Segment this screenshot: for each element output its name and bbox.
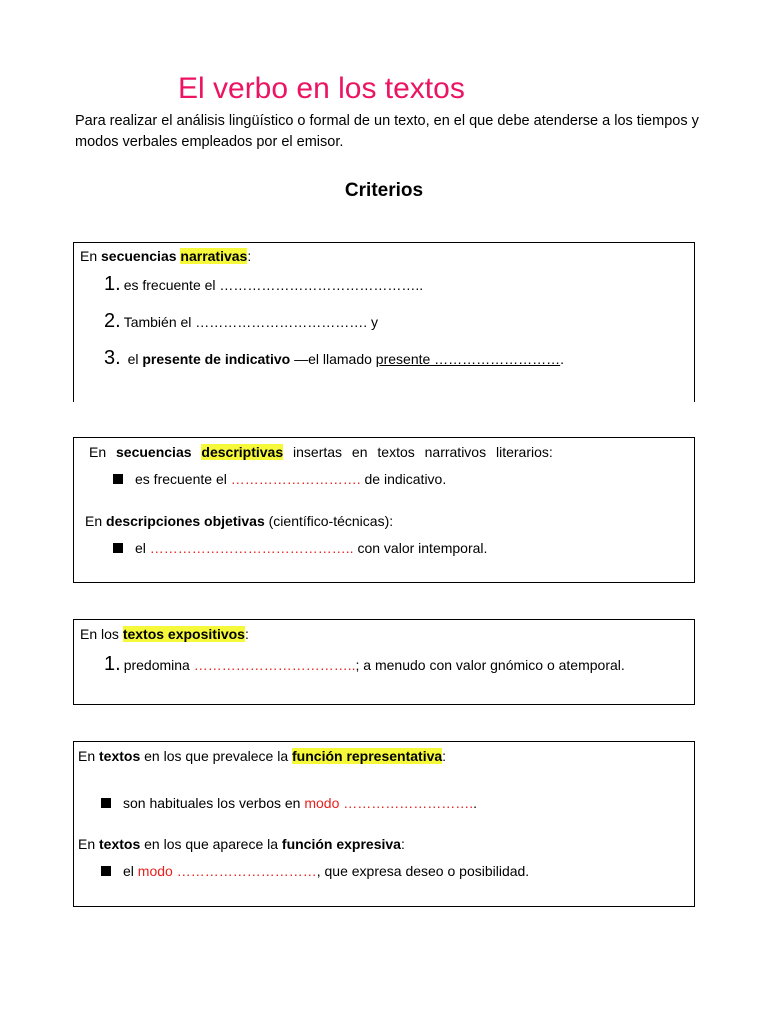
box1-heading-secuencias: secuencias [101,248,177,264]
box2-subheading-rest: (científico-técnicas): [264,513,394,529]
box3-item-1-pre: predomina [123,657,194,673]
box3-item-1-number: 1. [104,653,121,675]
box4-heading [78,748,446,764]
section-heading-criterios: Criterios [344,180,424,201]
box3-heading-prefix: En los [80,626,123,642]
black-square-bullet-icon [101,866,111,876]
box4-heading-prefix: En [78,748,100,764]
box2-bullet-1-post: de indicativo. [360,471,447,487]
box2-heading-secuencias: secuencias [116,444,192,460]
box1-heading-colon: : [247,248,252,264]
box4-heading-textos: textos [99,748,141,764]
black-square-bullet-icon [101,798,111,808]
criteria-box-descriptivas [73,437,695,583]
box1-heading-prefix: En [80,248,102,264]
box1-item-3-mid: —el llamado [290,351,376,367]
box4-heading-colon: : [442,748,447,764]
box1-heading [80,248,251,264]
box3-item-1-post: ; a menudo con valor gnómico o atemporal. [355,657,625,673]
box2-bullet-2-pre: el [135,540,150,556]
box2-bullet-1-pre: es frecuente el [135,471,231,487]
box4-subheading-textos: textos [99,836,141,852]
box2-bullet-2-blank: …………………………………….. [149,540,354,556]
box1-item-3 [104,347,564,370]
box1-item-2-number: 2. [104,310,121,332]
box1-item-3-post: . [560,351,565,367]
box2-heading [89,444,553,460]
box3-heading-colon: : [244,626,249,642]
box2-subheading [85,513,393,529]
box2-bullet-2-post: con valor intemporal. [353,540,488,556]
box3-item-1-blank: …………………………….. [193,657,356,673]
box2-subheading-prefix: En [85,513,107,529]
box4-bullet-2-pre: el [123,863,138,879]
box2-bullet-1 [113,471,446,487]
box4-bullet-2-post: , que expresa deseo o posibilidad. [316,863,530,879]
box1-item-3-underlined-blank: presente ……………………… [375,351,561,367]
box4-heading-funcion-representativa: función representativa [292,748,443,764]
box4-bullet-1 [101,795,477,811]
box4-heading-mid: en los que prevalece la [140,748,293,764]
box4-bullet-2-modo-blank: modo ………………………… [137,863,317,879]
box2-heading-space [192,444,202,460]
criteria-box-expositivos [73,619,695,705]
page-title: El verbo en los textos [178,72,465,105]
box2-bullet-1-blank: ………………………. [230,471,361,487]
black-square-bullet-icon [113,543,123,553]
box1-item-2-text: También el ………………………………. y [123,314,379,330]
criteria-box-funciones [73,741,695,907]
intro-paragraph: Para realizar el análisis lingüístico o formal de un texto, en el que debe atenderse a los tiempos y modos verbales empleados por el emisor. [75,113,699,150]
box4-subheading-funcion-expresiva: función expresiva [281,836,401,852]
box4-subheading [78,836,405,852]
box1-item-1 [104,273,423,296]
box1-heading-narrativas: narrativas [180,248,248,264]
box2-subheading-descripciones: descripciones objetivas [106,513,265,529]
box1-item-2 [104,310,378,333]
box3-item-1 [104,653,625,676]
black-square-bullet-icon [113,474,123,484]
box2-bullet-2 [113,540,487,556]
box1-item-1-text: es frecuente el …………………………………….. [123,277,424,293]
box1-item-3-number: 3. [104,347,121,369]
box3-heading-textos-expositivos: textos expositivos [122,626,245,642]
box4-bullet-1-modo-blank: modo ………………………. [304,795,474,811]
box1-item-3-presente-indicativo: presente de indicativo [142,351,291,367]
box4-subheading-prefix: En [78,836,100,852]
box2-heading-prefix: En [89,444,117,460]
box4-subheading-mid: en los que aparece la [140,836,282,852]
box1-item-1-number: 1. [104,273,121,295]
box3-heading [80,626,249,642]
box2-heading-descriptivas: descriptivas [201,444,284,460]
box4-bullet-1-post: . [473,795,478,811]
box4-bullet-1-pre: son habituales los verbos en [123,795,305,811]
box4-subheading-colon: : [400,836,405,852]
box1-item-3-pre: el [123,351,143,367]
criteria-box-narrativas [73,242,695,402]
box2-heading-rest: insertas en textos narrativos literarios: [283,444,553,460]
box4-bullet-2 [101,863,529,879]
